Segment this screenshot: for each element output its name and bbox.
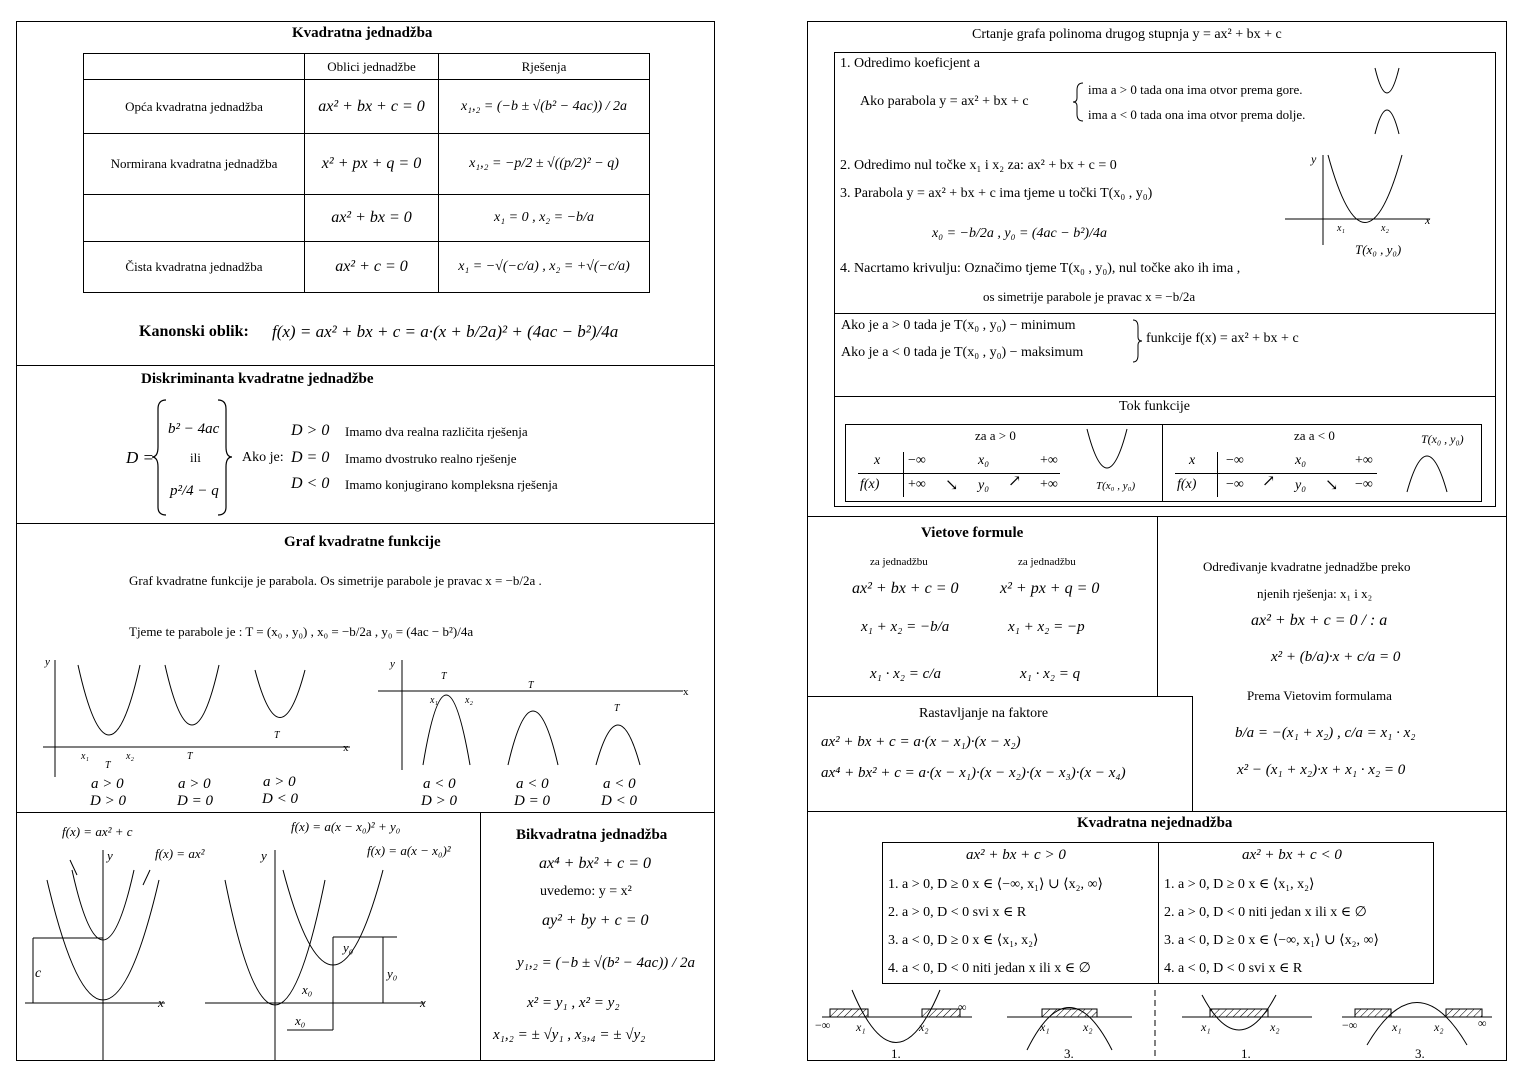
positive-parabolas-graph (40, 655, 370, 795)
table-cell: Čista kvadratna jednadžba (84, 242, 305, 293)
opening-icons (1373, 66, 1403, 136)
case-cond: D > 0 (291, 422, 330, 439)
section-title-nejednadzba: Kvadratna nejednadžba (1077, 815, 1233, 831)
nej-row: 1. a > 0, D ≥ 0 x ∈ ⟨−∞, x₁⟩ ∪ ⟨x₂, ∞⟩ (888, 877, 1103, 892)
svg-text:y₀: y₀ (343, 940, 354, 955)
table-cell: ax² + bx = 0 (305, 195, 439, 242)
svg-text:x₁: x₁ (81, 751, 89, 762)
tok-cell: y₀ (1295, 478, 1307, 493)
viete-cell: za jednadžbu (1018, 556, 1076, 568)
svg-text:y₀: y₀ (387, 966, 398, 981)
odr-line: b/a = −(x₁ + x₂) , c/a = x₁ · x₂ (1235, 725, 1416, 741)
divider (16, 812, 715, 813)
ako-je: Ako je: (242, 450, 284, 465)
nej-row: 3. a < 0, D ≥ 0 x ∈ ⟨−∞, x₁⟩ ∪ ⟨x₂, ∞⟩ (1164, 933, 1379, 948)
svg-text:y: y (45, 656, 50, 668)
tok-cell: ↘ (1325, 477, 1339, 494)
case-neg-a: a < 0 (603, 776, 636, 792)
section-title-graf: Graf kvadratne funkcije (284, 534, 441, 550)
tok-pos-parabola (1085, 427, 1129, 477)
divider (858, 473, 1060, 474)
tok-pos-head: za a > 0 (975, 428, 1016, 443)
section-title-diskriminanta: Diskriminanta kvadratne jednadžbe (141, 371, 374, 387)
divider (807, 696, 1192, 697)
odr-line: x² + (b/a)·x + c/a = 0 (1271, 649, 1401, 665)
tjeme-formula: x₀ = −b/2a , y₀ = (4ac − b²)/4a (932, 226, 1107, 241)
label-f1: f(x) = ax² + c (62, 824, 133, 839)
svg-text:x₂: x₂ (126, 751, 134, 762)
table-cell: x₁,₂ = −p/2 ± √((p/2)² − q) (439, 134, 650, 195)
tok-cell: +∞ (1040, 453, 1058, 468)
graph-T-label: T(x₀ , y₀) (1355, 242, 1402, 257)
section-title-bikvadratna: Bikvadratna jednadžba (516, 827, 668, 843)
sketch-label: 3. (1064, 1046, 1074, 1061)
graf-line1: Graf kvadratne funkcije je parabola. Os simetrije parabole je pravac x = −b/2a . (129, 573, 542, 588)
negative-parabolas-graph (378, 655, 698, 775)
case-pos-a: a > 0 (91, 776, 124, 792)
viete-cell: x₁ · x₂ = c/a (870, 666, 941, 682)
svg-text:y: y (390, 658, 395, 670)
faktori-title: Rastavljanje na faktore (919, 706, 1049, 721)
svg-text:x: x (683, 686, 689, 698)
solutions-table (83, 53, 650, 293)
svg-text:∞: ∞ (958, 1000, 967, 1014)
sketch-label: 1. (1241, 1046, 1251, 1061)
case-text: Imamo dva realna različita rješenja (345, 424, 528, 439)
min-line: Ako je a > 0 tada je T(x₀ , y₀) − minimum (841, 318, 1076, 333)
tok-cell: +∞ (1040, 477, 1058, 492)
bik-line: y₁,₂ = (−b ± √(b² − 4ac)) / 2a (517, 955, 695, 971)
viete-cell: ax² + bx + c = 0 (852, 580, 959, 597)
tok-cell: −∞ (1355, 477, 1373, 492)
svg-text:x₁: x₁ (1337, 223, 1345, 234)
step1: 1. Odredimo koeficjent a (840, 56, 980, 71)
tok-cell: −∞ (908, 453, 926, 468)
table-header (84, 54, 305, 80)
tok-cell: −∞ (1226, 477, 1244, 492)
viete-cell: x₁ · x₂ = q (1020, 666, 1081, 682)
case-text: Imamo dvostruko realno rješenje (345, 451, 517, 466)
funkcije-label: funkcije f(x) = ax² + bx + c (1146, 331, 1299, 346)
label-f4: f(x) = a(x − x₀)² (367, 843, 451, 858)
tok-neg-head: za a < 0 (1294, 428, 1335, 443)
divider (834, 396, 1496, 397)
nej-head: ax² + bx + c > 0 (966, 847, 1066, 863)
otvor-gore: ima a > 0 tada ona ima otvor prema gore. (1088, 82, 1303, 97)
d-bottom: p²/4 − q (170, 483, 219, 499)
tok-cell: −∞ (1226, 453, 1244, 468)
case-neg-d: D = 0 (514, 793, 550, 809)
table-cell: Opća kvadratna jednadžba (84, 80, 305, 134)
svg-text:x₂: x₂ (1083, 1020, 1093, 1034)
case-pos-d: D < 0 (262, 791, 298, 807)
divider (1192, 696, 1193, 812)
otvor-dolje: ima a < 0 tada ona ima otvor prema dolje. (1088, 107, 1306, 122)
tok-cell: +∞ (1355, 453, 1373, 468)
case-neg-d: D < 0 (601, 793, 637, 809)
bik-line: x₁,₂ = ± √y₁ , x₃,₄ = ± √y₂ (493, 1027, 646, 1043)
case-pos-a: a > 0 (263, 774, 296, 790)
tok-neg-parabola (1405, 450, 1449, 494)
divider (1162, 424, 1163, 502)
svg-text:T: T (528, 680, 534, 691)
bik-line: x² = y₁ , x² = y₂ (527, 995, 620, 1011)
tok-neg-T: T(x₀ , y₀) (1421, 432, 1464, 446)
kanonski-label: Kanonski oblik: (139, 323, 249, 340)
nej-row: 3. a < 0, D ≥ 0 x ∈ ⟨x₁, x₂⟩ (888, 933, 1039, 948)
divider (1175, 473, 1377, 474)
label-f3: f(x) = a(x − x₀)² + y₀ (291, 819, 401, 834)
viete-cell: x₁ + x₂ = −p (1008, 619, 1085, 635)
svg-text:x₁: x₁ (856, 1020, 866, 1034)
step3: 3. Parabola y = ax² + bx + c ima tjeme u točki T(x₀ , y₀) (840, 186, 1153, 201)
section-title-kvadratna: Kvadratna jednadžba (292, 25, 433, 41)
bik-line: ax⁴ + bx² + c = 0 (539, 855, 652, 872)
svg-text:x₂: x₂ (919, 1020, 929, 1034)
nej-head: ax² + bx + c < 0 (1242, 847, 1342, 863)
case-pos-d: D = 0 (177, 793, 213, 809)
tok-cell: x (1189, 453, 1196, 468)
ako-parabola: Ako parabola y = ax² + bx + c (860, 94, 1029, 109)
svg-text:y: y (1311, 152, 1317, 166)
divider (1158, 842, 1159, 984)
sketch-label: 3. (1415, 1046, 1425, 1061)
svg-text:x: x (158, 995, 164, 1010)
svg-text:x: x (343, 742, 349, 754)
kanonski-formula: f(x) = ax² + bx + c = a·(x + b/2a)² + (4ac − b²)/4a (272, 322, 619, 341)
svg-text:x₀: x₀ (302, 982, 313, 997)
odr-line: njenih rješenja: x₁ i x₂ (1257, 586, 1373, 601)
table-cell: x₁ = 0 , x₂ = −b/a (439, 195, 650, 242)
tok-cell: x₀ (978, 453, 990, 468)
case-cond: D < 0 (291, 475, 330, 492)
nej-row: 1. a > 0, D ≥ 0 x ∈ ⟨x₁, x₂⟩ (1164, 877, 1315, 892)
nej-row: 4. a < 0, D < 0 svi x ∈ R (1164, 961, 1303, 976)
svg-text:x: x (1425, 213, 1431, 227)
svg-text:∞: ∞ (1478, 1016, 1487, 1030)
case-cond: D = 0 (291, 449, 330, 466)
svg-text:x₁: x₁ (1201, 1020, 1211, 1034)
svg-text:x₁: x₁ (430, 695, 438, 706)
case-pos-d: D > 0 (90, 793, 126, 809)
viete-cell: za jednadžbu (870, 556, 928, 568)
case-neg-a: a < 0 (423, 776, 456, 792)
section-title-viete: Vietove formule (921, 525, 1024, 541)
brace (1133, 319, 1143, 363)
table-cell: x₁ = −√(−c/a) , x₂ = +√(−c/a) (439, 242, 650, 293)
step4b: os simetrije parabole je pravac x = −b/2a (983, 289, 1196, 304)
crtanje-title: Crtanje grafa polinoma drugog stupnja y = ax² + bx + c (972, 27, 1282, 42)
tok-cell: y₀ (978, 478, 990, 493)
tok-cell: +∞ (908, 477, 926, 492)
divider (16, 523, 715, 524)
tok-cell: ↗ (1262, 473, 1276, 490)
bik-line: uvedemo: y = x² (540, 884, 632, 899)
step2: 2. Odredimo nul točke x₁ i x₂ za: ax² + bx + c = 0 (840, 158, 1117, 173)
svg-text:x₁: x₁ (1392, 1020, 1402, 1034)
divider (16, 365, 715, 366)
table-header: Rješenja (439, 54, 650, 80)
tok-box (845, 424, 1482, 502)
max-line: Ako je a < 0 tada je T(x₀ , y₀) − maksimum (841, 345, 1084, 360)
svg-text:T: T (441, 671, 447, 682)
nej-row: 2. a > 0, D < 0 niti jedan x ili x ∈ ∅ (1164, 905, 1367, 920)
d-top: b² − 4ac (168, 421, 220, 437)
odr-line: Određivanje kvadratne jednadžbe preko (1203, 559, 1411, 574)
tok-cell: ↘ (945, 477, 959, 494)
svg-text:x: x (420, 995, 426, 1010)
label-f2: f(x) = ax² (155, 846, 205, 861)
case-neg-d: D > 0 (421, 793, 457, 809)
brace (1073, 82, 1085, 122)
divider (480, 812, 481, 1061)
shift-graphs (25, 840, 475, 1060)
table-header: Oblici jednadžbe (305, 54, 439, 80)
svg-text:T: T (614, 703, 620, 714)
case-pos-a: a > 0 (178, 776, 211, 792)
svg-text:−∞: −∞ (815, 1018, 831, 1032)
faktori-line: ax² + bx + c = a·(x − x₁)·(x − x₂) (821, 734, 1021, 750)
case-text: Imamo konjugirano kompleksna rješenja (345, 477, 558, 492)
divider (834, 313, 1496, 314)
svg-text:T: T (187, 751, 193, 762)
d-ili: ili (190, 450, 201, 465)
svg-text:x₂: x₂ (1381, 223, 1389, 234)
divider (1157, 516, 1158, 696)
table-cell: ax² + bx + c = 0 (305, 80, 439, 134)
graf-line2: Tjeme te parabole je : T = (x₀ , y₀) , x₀ = −b/2a , y₀ = (4ac − b²)/4a (129, 624, 474, 639)
table-cell (84, 195, 305, 242)
d-equals: D = (126, 448, 154, 467)
tok-cell: ↗ (1008, 473, 1022, 490)
tok-cell: x (874, 453, 881, 468)
nej-row: 4. a < 0, D < 0 niti jedan x ili x ∈ ∅ (888, 961, 1091, 976)
faktori-line: ax⁴ + bx² + c = a·(x − x₁)·(x − x₂)·(x − x₃)·(x − x₄) (821, 765, 1126, 781)
svg-text:c: c (35, 966, 42, 981)
svg-text:x₂: x₂ (1434, 1020, 1444, 1034)
svg-text:−∞: −∞ (1342, 1018, 1358, 1032)
divider (1217, 452, 1218, 497)
svg-text:x₁: x₁ (1040, 1020, 1050, 1034)
case-neg-a: a < 0 (516, 776, 549, 792)
svg-text:x₂: x₂ (1270, 1020, 1280, 1034)
divider (903, 452, 904, 497)
tok-pos-T: T(x₀ , y₀) (1096, 480, 1136, 492)
svg-text:T: T (274, 730, 280, 741)
tok-title: Tok funkcije (1119, 399, 1190, 414)
tok-cell: x₀ (1295, 453, 1307, 468)
table-cell: x² + px + q = 0 (305, 134, 439, 195)
odr-line: ax² + bx + c = 0 / : a (1251, 612, 1388, 629)
svg-text:T: T (105, 760, 111, 771)
svg-text:y: y (107, 848, 113, 863)
table-cell: x₁,₂ = (−b ± √(b² − 4ac)) / 2a (439, 80, 650, 134)
inequality-sketches (812, 985, 1512, 1060)
svg-text:x₂: x₂ (465, 695, 473, 706)
svg-text:x₀: x₀ (295, 1013, 306, 1028)
table-cell: Normirana kvadratna jednadžba (84, 134, 305, 195)
tok-cell: f(x) (860, 477, 880, 492)
viete-cell: x₁ + x₂ = −b/a (861, 619, 950, 635)
step4: 4. Nacrtamo krivulju: Označimo tjeme T(x₀ , y₀), nul točke ako ih ima , (840, 261, 1241, 276)
tok-cell: f(x) (1177, 477, 1197, 492)
svg-text:y: y (261, 848, 267, 863)
sketch-label: 1. (891, 1046, 901, 1061)
divider (807, 811, 1507, 812)
viete-cell: x² + px + q = 0 (1000, 580, 1100, 597)
odr-line: Prema Vietovim formulama (1247, 688, 1392, 703)
bik-line: ay² + by + c = 0 (542, 912, 649, 929)
nej-row: 2. a > 0, D < 0 svi x ∈ R (888, 905, 1027, 920)
odr-line: x² − (x₁ + x₂)·x + x₁ · x₂ = 0 (1237, 762, 1406, 778)
table-cell: ax² + c = 0 (305, 242, 439, 293)
